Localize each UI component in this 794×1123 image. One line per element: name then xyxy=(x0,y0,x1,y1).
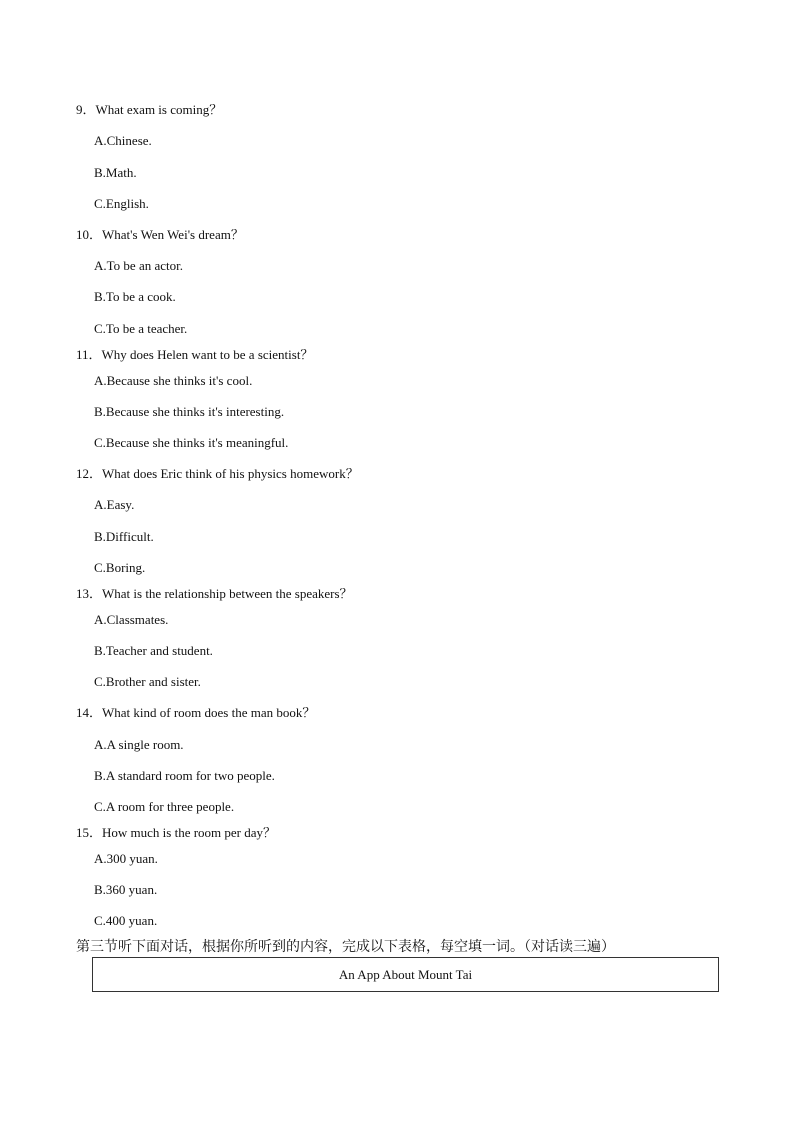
option-12b: B.Difficult. xyxy=(94,529,154,544)
question-11: 11．Why does Helen want to be a scientist？ xyxy=(76,347,314,362)
question-13: 13．What is the relationship between the speakers？ xyxy=(76,586,353,601)
question-12: 12．What does Eric think of his physics homework？ xyxy=(76,466,359,481)
option-9b: B.Math. xyxy=(94,165,137,180)
option-11a: A.Because she thinks it's cool. xyxy=(94,373,253,388)
option-10b: B.To be a cook. xyxy=(94,289,176,304)
section-3-instruction: 第三节听下面对话，根据你所听到的内容，完成以下表格，每空填一词。（对话读三遍） xyxy=(76,939,615,955)
option-13a: A.Classmates. xyxy=(94,612,169,627)
option-14a: A.A single room. xyxy=(94,737,184,752)
option-12c: C.Boring. xyxy=(94,560,146,575)
option-14c: C.A room for three people. xyxy=(94,799,235,814)
question-14: 14．What kind of room does the man book？ xyxy=(76,705,316,720)
question-9: 9．What exam is coming？ xyxy=(76,102,223,117)
option-10c: C.To be a teacher. xyxy=(94,321,188,336)
question-10: 10．What's Wen Wei's dream？ xyxy=(76,227,244,242)
option-15b: B.360 yuan. xyxy=(94,882,158,897)
option-13b: B.Teacher and student. xyxy=(94,643,213,658)
option-15c: C.400 yuan. xyxy=(94,913,158,928)
option-10a: A.To be an actor. xyxy=(94,258,183,273)
question-15: 15．How much is the room per day？ xyxy=(76,825,277,840)
app-info-table xyxy=(92,957,719,992)
option-15a: A.300 yuan. xyxy=(94,851,158,866)
option-9a: A.Chinese. xyxy=(94,133,152,148)
option-11b: B.Because she thinks it's interesting. xyxy=(94,404,285,419)
table-title: An App About Mount Tai xyxy=(338,966,473,982)
option-12a: A.Easy. xyxy=(94,497,135,512)
option-13c: C.Brother and sister. xyxy=(94,674,201,689)
option-9c: C.English. xyxy=(94,196,149,211)
option-11c: C.Because she thinks it's meaningful. xyxy=(94,435,289,450)
option-14b: B.A standard room for two people. xyxy=(94,768,275,783)
